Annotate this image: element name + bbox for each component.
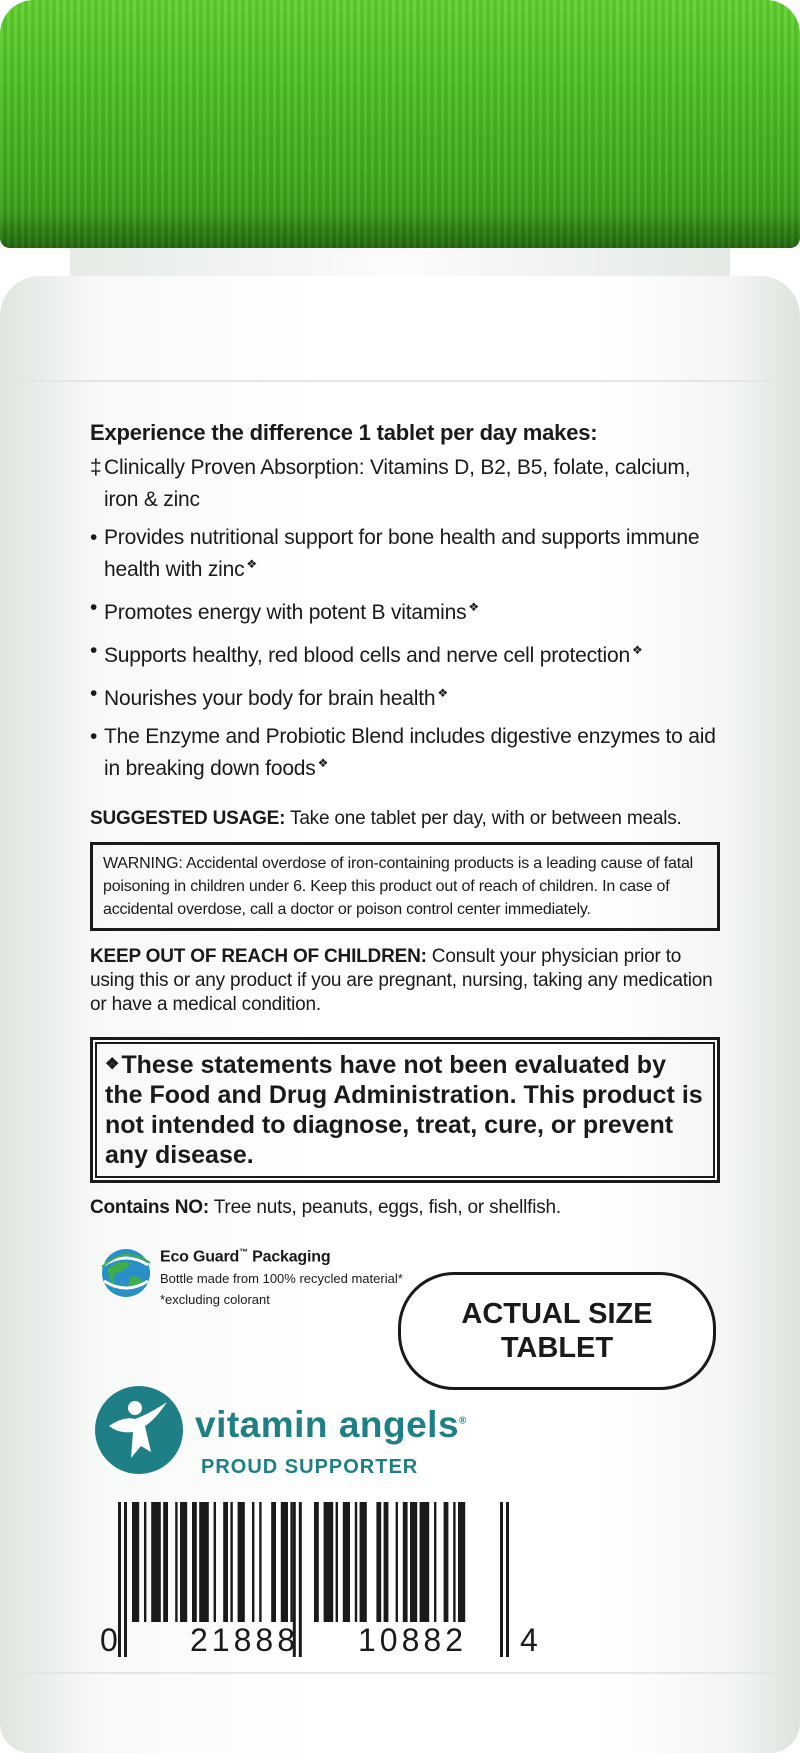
fda-disclaimer-box (90, 1037, 720, 1183)
bottom-line (0, 1672, 800, 1674)
barcode-guard-bar (506, 1502, 509, 1657)
vitamin-angels-logo (95, 1386, 575, 1486)
barcode-bar (163, 1502, 168, 1622)
benefit-item (90, 454, 720, 513)
barcode-guard-bar (118, 1502, 121, 1657)
fda-dagger: ❖ (105, 1056, 120, 1073)
eco-guard-badge (90, 1247, 430, 1317)
benefit-marker: • (90, 526, 98, 549)
barcode-guard-bar (124, 1502, 127, 1657)
eco-footnote: *excluding colorant (160, 1292, 270, 1307)
barcode-bar (376, 1502, 381, 1622)
cap-ridges (0, 0, 800, 248)
benefit-marker: • (90, 725, 98, 748)
barcode-left-digits: 21888 (190, 1622, 299, 1658)
benefit-dagger: ❖ (631, 643, 643, 657)
barcode-bar (324, 1502, 334, 1622)
barcode-bar (444, 1502, 449, 1622)
contains-text: Tree nuts, peanuts, eggs, fish, or shellfish. (209, 1197, 561, 1218)
benefit-item (90, 637, 720, 669)
benefit-item (90, 680, 720, 712)
barcode-bar (151, 1502, 161, 1622)
barcode-last-digit: 4 (520, 1622, 538, 1658)
contains-label: Contains NO: (90, 1197, 209, 1218)
barcode-bar (360, 1502, 367, 1622)
cap-shadow (0, 212, 800, 248)
vitamin-angels-circle (95, 1386, 183, 1474)
barcode-bar (343, 1502, 350, 1622)
benefits-headline: Experience the difference 1 tablet per day makes: (90, 420, 598, 445)
allergen-statement (90, 1197, 720, 1219)
benefit-text: Provides nutritional support for bone health and supports immune health with zinc (104, 526, 700, 581)
barcode-first-digit: 0 (100, 1622, 118, 1658)
benefit-marker: ‡ (90, 456, 102, 479)
iron-warning-box: WARNING: Accidental overdose of iron-containing products is a leading cause of fatal poisoning in children under 6. Keep this product out of reach of children. In case of accidental overdose, call a doctor or poison control center immediately. (90, 842, 720, 931)
va-name-text: vitamin angels (195, 1404, 460, 1445)
benefit-item (90, 594, 720, 626)
barcode-bar (314, 1502, 319, 1622)
vitamin-angels-subtitle: PROUD SUPPORTER (201, 1456, 419, 1478)
barcode-bar (199, 1502, 209, 1622)
barcode-right-digits: 10882 (358, 1622, 467, 1658)
label-content (90, 420, 720, 1219)
barcode-bar (281, 1502, 288, 1622)
barcode-bar (420, 1502, 430, 1622)
benefit-text: Nourishes your body for brain health (104, 687, 436, 710)
keep-out-text: Consult your physician prior to using this or any product if you are pregnant, nursing, taking any medication or have a medical condition. (90, 946, 713, 1015)
benefit-dagger: ❖ (468, 600, 479, 614)
benefit-text: Promotes energy with potent B vitamins (104, 601, 467, 624)
bottle-cap (0, 0, 800, 248)
keep-out-notice (90, 945, 720, 1017)
angel-figure-icon (95, 1386, 183, 1474)
barcode-bar (223, 1502, 228, 1622)
eco-title (160, 1247, 330, 1266)
va-registered: ® (459, 1415, 467, 1427)
actual-size-tablet-oval (398, 1272, 716, 1390)
barcode-bar (214, 1502, 216, 1622)
barcode-bar (132, 1502, 139, 1622)
barcode-bar (144, 1502, 146, 1622)
globe-recycle-icon (100, 1247, 152, 1299)
barcode-bar (252, 1502, 254, 1622)
barcode-guard-bar (299, 1502, 302, 1657)
benefit-text: The Enzyme and Probiotic Blend includes digestive enzymes to aid in breaking down foods (104, 725, 716, 780)
barcode-bar (336, 1502, 338, 1622)
shoulder-line (0, 380, 800, 382)
barcode-bar (259, 1502, 261, 1622)
eco-recycled-line: Bottle made from 100% recycled material* (160, 1271, 403, 1286)
barcode-bar (290, 1502, 292, 1622)
barcode-bar (410, 1502, 417, 1622)
barcode-guard-bar (500, 1502, 503, 1657)
fda-text: These statements have not been evaluated by the Food and Drug Administration. This product is not intended to diagnose, treat, cure, or prevent any disease. (105, 1051, 703, 1169)
barcode-bar (175, 1502, 177, 1622)
barcode-bar (396, 1502, 398, 1622)
benefit-item (90, 723, 720, 782)
barcode-bar (355, 1502, 357, 1622)
benefit-text: Supports healthy, red blood cells and nerve cell protection (104, 644, 630, 667)
barcode-bar (434, 1502, 436, 1622)
benefits-list (90, 454, 720, 782)
benefit-dagger: ❖ (317, 756, 329, 770)
benefit-dagger: ❖ (246, 557, 257, 571)
barcode-bar (230, 1502, 232, 1622)
barcode-bar (238, 1502, 245, 1622)
benefit-marker: • (90, 682, 98, 705)
benefit-item (90, 524, 720, 583)
actual-size-label: ACTUAL SIZE TABLET (461, 1298, 653, 1364)
keep-out-label: KEEP OUT OF REACH OF CHILDREN: (90, 946, 427, 967)
barcode-bar (271, 1502, 276, 1622)
barcode-bar (180, 1502, 187, 1622)
barcode-bar (403, 1502, 408, 1622)
upc-barcode (100, 1502, 545, 1657)
barcode-bar (458, 1502, 465, 1622)
barcode-bar (384, 1502, 389, 1622)
vitamin-angels-name (195, 1404, 467, 1446)
eco-title-suffix: Packaging (247, 1248, 331, 1266)
eco-trademark: ™ (239, 1247, 248, 1257)
benefit-dagger: ❖ (437, 686, 448, 700)
barcode-bar (192, 1502, 197, 1622)
barcode-bar (453, 1502, 455, 1622)
benefit-marker: • (90, 639, 98, 662)
benefit-text: Clinically Proven Absorption: Vitamins D, B2, B5, folate, calcium, iron & zinc (104, 456, 691, 511)
benefit-marker: • (90, 596, 98, 619)
usage-text: Take one tablet per day, with or between meals. (285, 808, 682, 829)
eco-title-text: Eco Guard (160, 1248, 240, 1266)
usage-label: SUGGESTED USAGE: (90, 808, 286, 829)
suggested-usage (90, 808, 720, 830)
